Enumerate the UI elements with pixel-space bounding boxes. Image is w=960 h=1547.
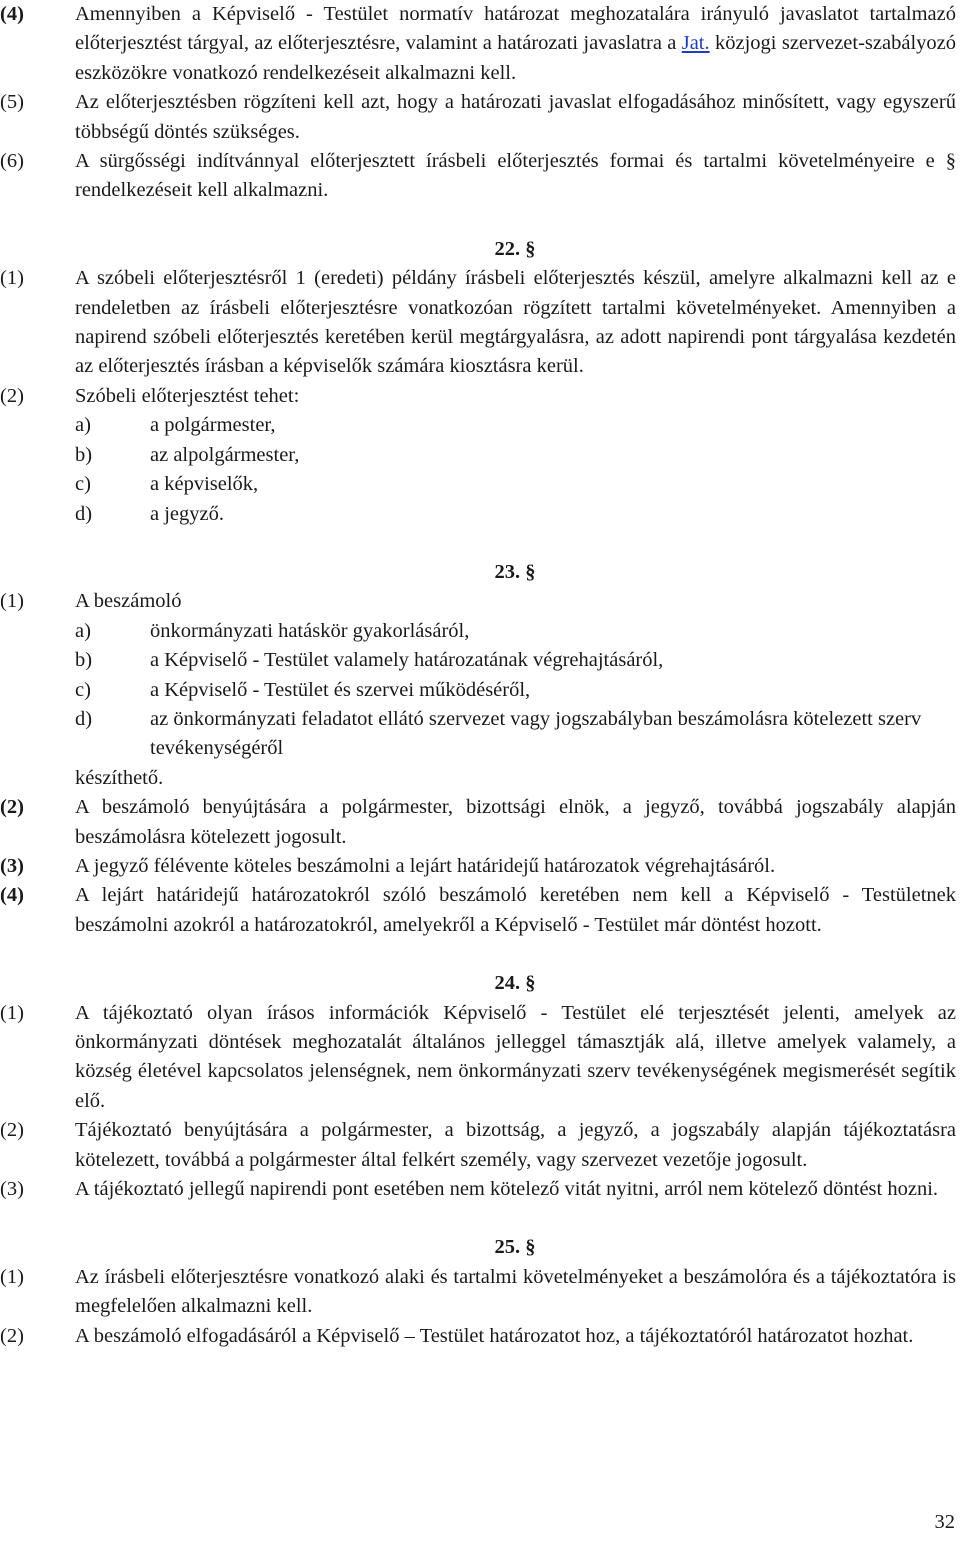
list-item [75,441,960,470]
section-heading-24: 24. § [494,972,536,995]
paragraph-number: (4) [0,3,24,25]
list-label: b) [75,443,93,466]
list-label: d) [75,707,93,730]
paragraph-number: (1) [0,1001,24,1024]
paragraph-24-2 [0,1116,960,1175]
paragraph-21-5 [0,88,960,147]
paragraph-text: készíthető. [75,766,164,789]
paragraph-number: (3) [0,854,24,877]
text-part: Amennyiben a Képviselő - Testület normatív határozat meghozatalára irányuló javaslatot tartalmazó előterjesztést tárgyal, az előterjesztésre, valamint a határozati javaslatra a [75,3,956,55]
page-number: 32 [934,1511,955,1533]
paragraph-23-1-tail [0,764,960,793]
paragraph-25-1 [0,1263,960,1322]
section-heading-25: 25. § [494,1236,536,1259]
paragraph-22-2 [0,382,960,411]
list-text: a Képviselő - Testület és szervei működéséről, [150,678,531,701]
paragraph-text: A beszámoló benyújtására a polgármester, bizottsági elnök, a jegyző, továbbá jogszabály alapján beszámolásra kötelezett jogosult. [75,796,956,848]
paragraph-text: A tájékoztató jellegű napirendi pont esetében nem kötelező vitát nyitni, arról nem kötelező döntést hozni. [75,1178,939,1201]
list-text: a Képviselő - Testület valamely határozatának végrehajtásáról, [150,649,664,672]
paragraph-number: (1) [0,590,24,613]
section-heading-23: 23. § [494,560,536,583]
paragraph-text: A beszámoló [75,590,182,613]
text-part: közjogi szervezet-szabályozó eszközökre vonatkozó rendelkezéseit alkalmazni kell. [75,32,956,84]
paragraph-number: (6) [0,150,24,173]
paragraph-text [75,0,960,88]
paragraph-text: A szóbeli előterjesztésről 1 (eredeti) példány írásbeli előterjesztés készül, amelyre alkalmazni kell az e rendeletben az írásbeli előterjesztésre vonatkozóan rögzített tartalmi követelményeket. Amennyiben a napirend szóbeli előterjesztés keretében kerül megtárgyalásra, az adott napirendi pont tárgyalása kezdetén az előterjesztés írásban a képviselők számára kiosztásra kerül. [75,267,956,378]
list-label: d) [75,502,93,525]
list-item [75,470,960,499]
paragraph-23-4 [0,881,960,940]
paragraph-23-2 [0,793,960,852]
paragraph-text: A sürgősségi indítvánnyal előterjesztett írásbeli előterjesztés formai és tartalmi követelményeire e § rendelkezéseit kell alkalmazni. [75,150,956,202]
list-label: c) [75,678,91,701]
list-item [75,646,960,675]
list-text: a képviselők, [150,473,259,496]
list-text: önkormányzati hatáskör gyakorlásáról, [150,619,470,642]
paragraph-number: (1) [0,1265,24,1288]
paragraph-number: (2) [0,796,24,819]
list-item [75,705,960,764]
list-label: c) [75,473,91,496]
list-label: a) [75,619,91,642]
list-item [75,500,960,529]
paragraph-text: A beszámoló elfogadásáról a Képviselő – Testület határozatot hoz, a tájékoztatóról határozatot hozhat. [75,1324,914,1347]
paragraph-text: Szóbeli előterjesztést tehet: [75,384,300,407]
paragraph-23-3 [0,852,960,881]
paragraph-number: (4) [0,884,24,907]
paragraph-25-2 [0,1322,960,1351]
paragraph-22-1 [0,264,960,382]
list-text: az alpolgármester, [150,443,300,466]
paragraph-21-4 [0,0,960,88]
paragraph-number: (2) [0,1119,24,1142]
paragraph-text: Az előterjesztésben rögzíteni kell azt, hogy a határozati javaslat elfogadásához minősített, vagy egyszerű többségű döntés szükséges. [75,91,956,143]
paragraph-text: A lejárt határidejű határozatokról szóló beszámoló keretében nem kell a Képviselő - Testületnek beszámolni azokról a határozatokról, amelyekről a Képviselő - Testület már döntést hozott. [75,884,956,936]
list-text: az önkormányzati feladatot ellátó szervezet vagy jogszabályban beszámolásra kötelezett szerv tevékenységéről [150,707,922,760]
jat-link[interactable]: Jat. [681,32,710,55]
paragraph-number: (5) [0,91,24,114]
list-text: a jegyző. [150,502,224,525]
paragraph-21-6 [0,147,960,206]
list-text: a polgármester, [150,414,276,437]
list-item [75,676,960,705]
paragraph-text: A jegyző félévente köteles beszámolni a lejárt határidejű határozatok végrehajtásáról. [75,854,776,877]
paragraph-24-3 [0,1175,960,1204]
list-label: a) [75,414,91,437]
paragraph-text: A tájékoztató olyan írásos információk Képviselő - Testület elé terjesztését jelenti, amelyek az önkormányzati döntések meghozatalát általános jelleggel támasztják alá, illetve amelyek valamely, a község életével kapcsolatos jelenségnek, nem önkormányzati szerv tevékenységének megismerését segítik elő. [75,1001,956,1112]
paragraph-number: (2) [0,384,24,407]
list-label: b) [75,649,93,672]
paragraph-text: Az írásbeli előterjesztésre vonatkozó alaki és tartalmi követelményeket a beszámolóra és a tájékoztatóra is megfelelően alkalmazni kell. [75,1265,956,1318]
paragraph-text: Tájékoztató benyújtására a polgármester, a bizottság, a jegyző, a jogszabály alapján tájékoztatásra kötelezett, továbbá a polgármester által felkért személy, vagy szervezet vezetője jogosult. [75,1119,956,1171]
list-item [75,617,960,646]
paragraph-23-1 [0,587,960,616]
paragraph-number: (1) [0,267,24,290]
section-heading-22: 22. § [494,237,536,260]
paragraph-number: (2) [0,1324,24,1347]
paragraph-24-1 [0,999,960,1117]
paragraph-number: (3) [0,1178,24,1201]
list-item [75,411,960,440]
